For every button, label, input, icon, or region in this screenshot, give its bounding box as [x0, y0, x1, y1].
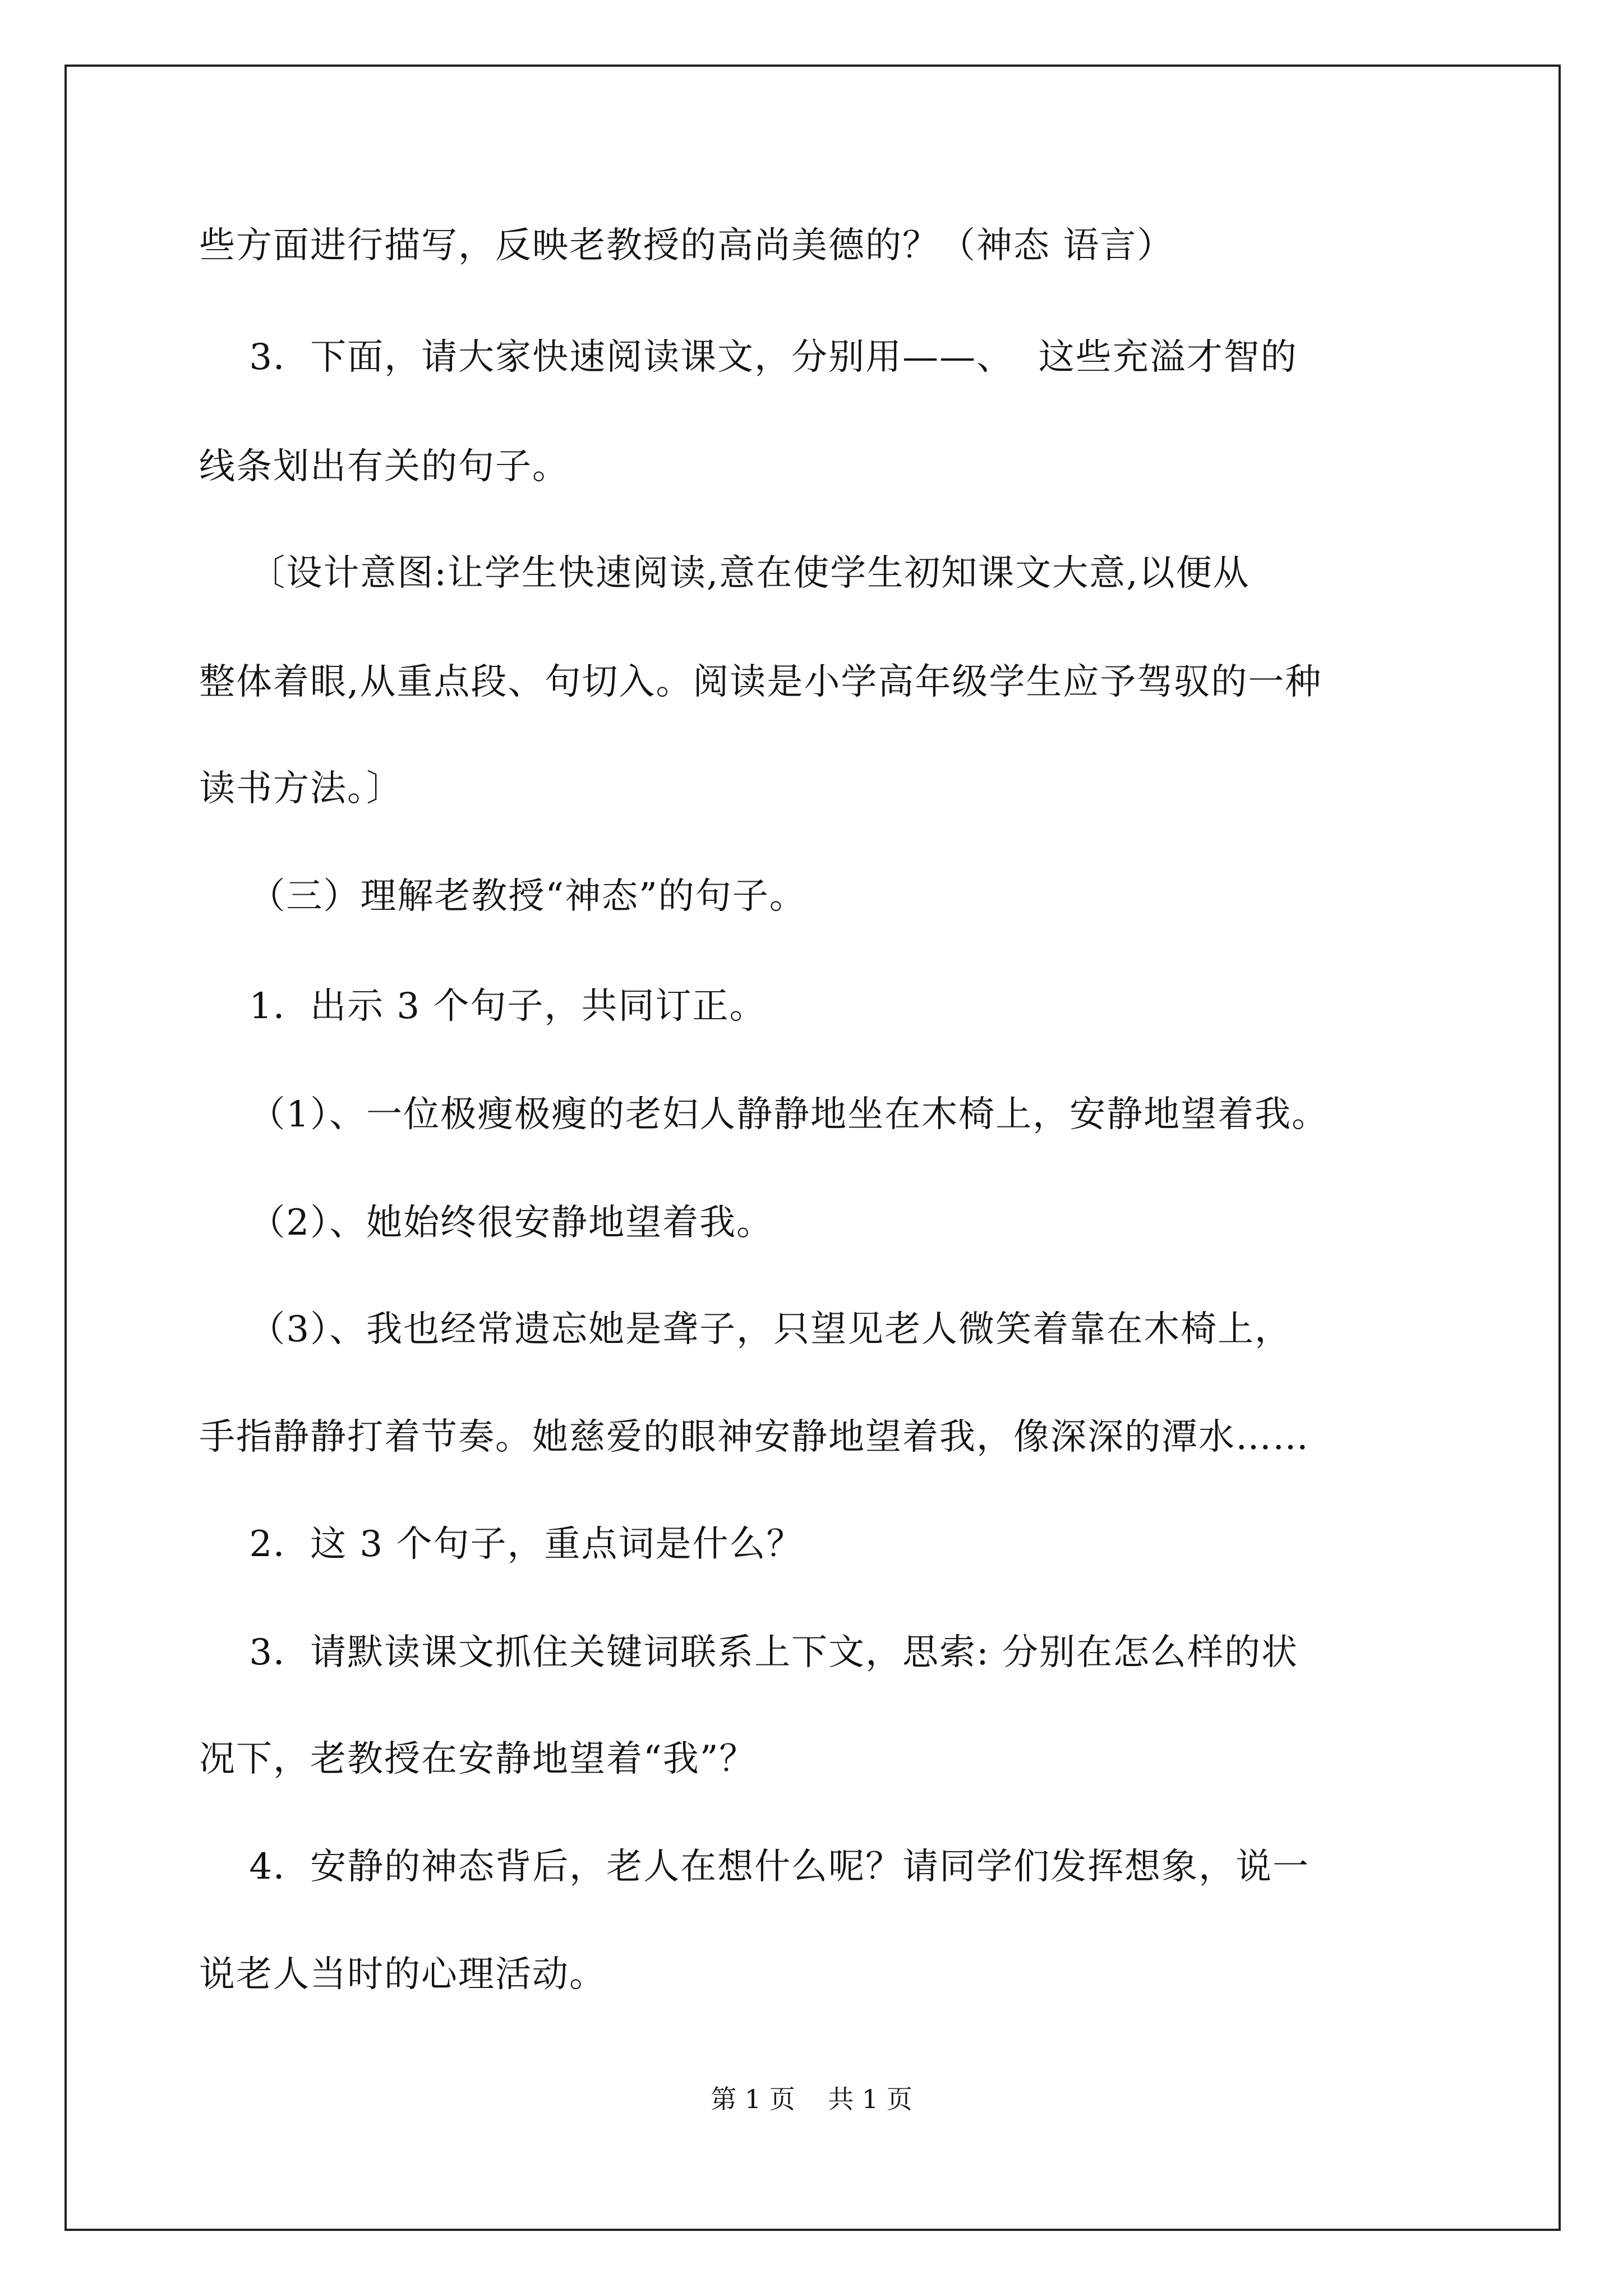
text-line: 3．下面，请大家快速阅读课文，分别用——、 这些充溢才智的	[199, 337, 1298, 378]
text-line: （2）、她始终很安静地望着我。	[199, 1202, 774, 1244]
text-line: 整体着眼,从重点段、句切入。阅读是小学高年级学生应予驾驭的一种	[199, 661, 1322, 703]
text-line: 1．出示 3 个句子，共同订正。	[199, 986, 767, 1027]
text-line: 况下，老教授在安静地望着“我”？	[199, 1738, 757, 1780]
text-line: 说老人当时的心理活动。	[199, 1954, 606, 1995]
text-line: 读书方法。〕	[199, 768, 403, 809]
text-line: 2．这 3 个句子，重点词是什么？	[199, 1524, 804, 1565]
page-footer: 第 1 页 共 1 页	[711, 2084, 912, 2114]
text-line: （3）、我也经常遗忘她是聋子，只望见老人微笑着靠在木椅上，	[199, 1309, 1292, 1350]
text-line: 线条划出有关的句子。	[199, 446, 569, 487]
text-line: （三）理解老教授“神态”的句子。	[199, 876, 806, 917]
page-border	[64, 65, 1561, 2231]
text-line: 3．请默读课文抓住关键词联系上下文，思索: 分别在怎么样的状	[199, 1632, 1298, 1673]
text-line: 4．安静的神态背后，老人在想什么呢？请同学们发挥想象，说一	[199, 1846, 1310, 1888]
text-line: 些方面进行描写，反映老教授的高尚美德的？（神态 语言）	[199, 225, 1174, 266]
text-line: 手指静静打着节奏。她慈爱的眼神安静地望着我，像深深的潭水……	[199, 1416, 1310, 1458]
text-line: 〔设计意图:让学生快速阅读,意在使学生初知课文大意,以便从	[199, 553, 1250, 594]
text-line: （1）、一位极瘦极瘦的老妇人静静地坐在木椅上，安静地望着我。	[199, 1094, 1329, 1135]
